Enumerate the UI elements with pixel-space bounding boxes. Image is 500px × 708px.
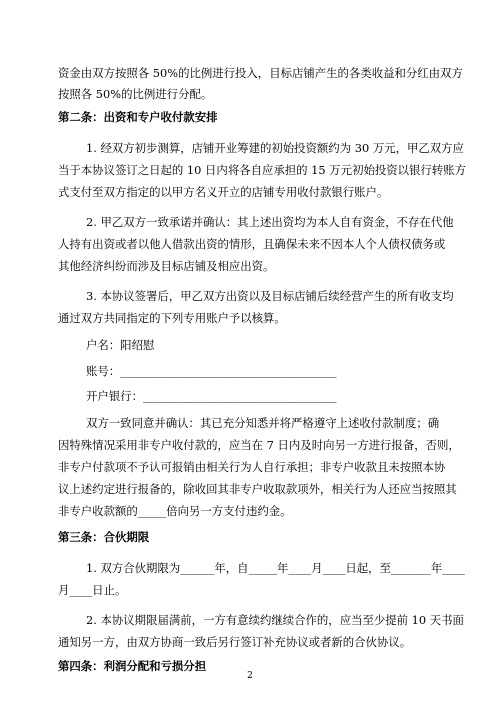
text-line: 其他经济纠纷而涉及目标店铺及相应出资。 [58, 259, 275, 273]
text-line: 人持有出资或者以他人借款出资的情形，且确保未来不因本人个人债权债务或 [58, 237, 446, 251]
section-heading-2: 第二条：出资和专户收付款安排 [58, 110, 218, 124]
text-line: 1. 双方合伙期限为______年，自_____年____月____日起，至_______年____ [86, 561, 465, 575]
section-heading-3: 第三条：合伙期限 [58, 530, 150, 544]
text-line: 通过双方共同指定的下列专用账户予以核算。 [58, 311, 286, 325]
text-line: 月____日止。 [58, 583, 127, 597]
text-line: 2. 本协议期限届满前，一方有意续约继续合作的，应当至少提前 10 天书面 [86, 613, 464, 627]
text-line: 非专户收款额的_____倍向另一方支付违约金。 [58, 504, 292, 518]
page-number: 2 [247, 671, 253, 681]
section-heading-4: 第四条：利润分配和亏损分担 [58, 659, 207, 673]
text-line: 资金由双方按照各 50%的比例进行投入，目标店铺产生的各类收益和分红由双方 [58, 66, 463, 80]
text-line: 按照各 50%的比例进行分配。 [58, 87, 213, 101]
text-line: 通知另一方，由双方协商一致后另行签订补充协议或者新的合伙协议。 [58, 635, 412, 649]
text-line: 1. 经双方初步测算，店铺开业筹建的初始投资额约为 30 万元，甲乙双方应 [86, 141, 464, 155]
text-line: 式支付至双方指定的以甲方名义开立的店铺专用收付款银行账户。 [58, 185, 389, 199]
text-line: 议上述约定进行报备的，除收回其非专户收取款项外，相关行为人还应当按照其 [58, 482, 457, 496]
account-number-line: 账号：______________________________________ [86, 364, 337, 378]
account-name-line: 户名：阳绍慰 [86, 338, 155, 352]
text-line: 双方一致同意并确认：其已充分知悉并将严格遵守上述收付款制度；确 [86, 416, 440, 430]
text-line: 3. 本协议签署后，甲乙双方出资以及目标店铺后续经营产生的所有收支均 [86, 289, 454, 303]
text-line: 2. 甲乙双方一致承诺并确认：其上述出资均为本人自有资金，不存在代他 [86, 215, 454, 229]
bank-line: 开户银行：__________________________________ [86, 389, 337, 403]
text-line: 非专户付款项不予认可报销由相关行为人自行承担；非专户收款且未按照本协 [58, 460, 446, 474]
text-line: 因特殊情况采用非专户收付款的，应当在 7 日内及时向另一方进行报备，否则， [58, 438, 460, 452]
text-line: 当于本协议签订之日起的 10 日内将各自应承担的 15 万元初始投资以银行转账方 [58, 163, 466, 177]
